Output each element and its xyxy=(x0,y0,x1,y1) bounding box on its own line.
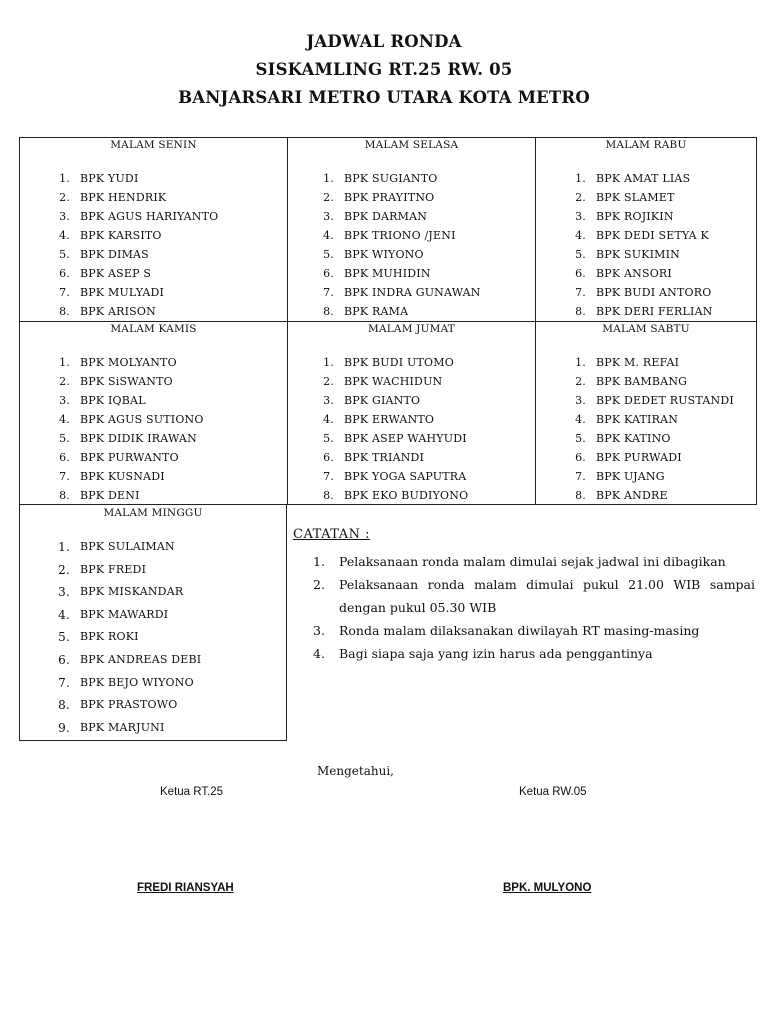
member-name: BPK ASEP S xyxy=(80,267,152,280)
item-number: 6. xyxy=(59,267,70,280)
cell-jumat xyxy=(288,322,535,505)
item-number: 5. xyxy=(323,432,334,445)
note-text: Bagi siapa saja yang izin harus ada penggantinya xyxy=(339,646,653,661)
cell-minggu xyxy=(19,505,287,741)
member-name: BPK EKO BUDIYONO xyxy=(344,489,469,502)
member-name: BPK UJANG xyxy=(596,470,665,483)
note-text: Pelaksanaan ronda malam dimulai pukul 21.00 WIB sampai dengan pukul 05.30 WIB xyxy=(339,577,755,615)
member-name: BPK AMAT LIAS xyxy=(596,172,691,185)
item-number: 1. xyxy=(323,356,334,369)
doc-location: BANJARSARI METRO UTARA KOTA METRO xyxy=(178,88,590,107)
item-number: 3. xyxy=(323,394,334,407)
item-number: 3. xyxy=(59,394,70,407)
member-name: BPK TRIONO /JENI xyxy=(344,229,456,242)
member-name: BPK KARSITO xyxy=(80,229,162,242)
note-item xyxy=(293,550,755,573)
cell-rabu xyxy=(536,138,756,321)
member-name: BPK INDRA GUNAWAN xyxy=(344,286,481,299)
cell-title: MALAM SELASA xyxy=(364,139,459,151)
member-name: BPK PURWANTO xyxy=(80,451,179,464)
item-number: 2. xyxy=(323,191,334,204)
doc-subtitle: SISKAMLING RT.25 RW. 05 xyxy=(255,60,513,79)
cell-selasa xyxy=(288,138,535,321)
member-name: BPK DEDET RUSTANDI xyxy=(596,394,734,407)
member-name: BPK SULAIMAN xyxy=(80,540,175,553)
item-number: 8. xyxy=(58,698,70,713)
note-number: 1. xyxy=(313,554,325,569)
item-number: 7. xyxy=(323,286,334,299)
item-number: 2. xyxy=(59,191,70,204)
notes-list xyxy=(293,550,755,665)
cell-title: MALAM JUMAT xyxy=(368,323,455,335)
member-name: BPK DERI FERLIAN xyxy=(596,305,713,318)
item-number: 5. xyxy=(58,630,70,645)
member-name: BPK MULYADI xyxy=(80,286,165,299)
member-name: BPK ANDREAS DEBI xyxy=(80,652,202,666)
member-name: BPK ROKI xyxy=(80,630,139,644)
item-number: 6. xyxy=(59,451,70,464)
rt-chair-name: FREDI RIANSYAH xyxy=(137,882,234,894)
member-name: BPK BEJO WIYONO xyxy=(80,675,194,689)
item-number: 7. xyxy=(575,286,586,299)
item-number: 6. xyxy=(58,652,70,667)
member-name: BPK BUDI UTOMO xyxy=(344,356,454,369)
rt-chair-title: Ketua RT.25 xyxy=(160,786,224,798)
member-name: BPK YUDI xyxy=(80,172,139,185)
item-number: 1. xyxy=(59,172,70,185)
member-name: BPK PRAYITNO xyxy=(344,191,435,204)
member-name: BPK DIMAS xyxy=(80,248,149,261)
note-item xyxy=(293,573,755,619)
member-name: BPK IQBAL xyxy=(80,394,146,407)
member-name: BPK AGUS HARIYANTO xyxy=(80,210,219,223)
item-number: 2. xyxy=(575,191,586,204)
item-number: 1. xyxy=(59,356,70,369)
member-name: BPK ANDRE xyxy=(596,489,668,502)
item-number: 2. xyxy=(58,562,70,577)
member-name: BPK YOGA SAPUTRA xyxy=(344,470,467,483)
item-number: 7. xyxy=(59,470,70,483)
rw-chair-name: BPK. MULYONO xyxy=(503,882,592,894)
item-number: 4. xyxy=(58,607,70,622)
notes-title: CATATAN : xyxy=(293,527,370,542)
note-number: 4. xyxy=(313,646,325,661)
cell-senin xyxy=(20,138,287,321)
item-number: 6. xyxy=(323,451,334,464)
member-name: BPK BAMBANG xyxy=(596,375,688,388)
member-name: BPK HENDRIK xyxy=(80,191,167,204)
cell-title: MALAM KAMIS xyxy=(110,323,197,335)
item-number: 2. xyxy=(575,375,586,388)
cell-sabtu xyxy=(536,322,756,505)
member-name: BPK MAWARDI xyxy=(80,607,169,621)
item-number: 4. xyxy=(575,229,586,242)
item-number: 4. xyxy=(323,413,334,426)
member-name: BPK MARJUNI xyxy=(80,720,165,734)
item-number: 6. xyxy=(323,267,334,280)
item-number: 8. xyxy=(323,305,334,318)
member-name: BPK ANSORI xyxy=(596,267,672,280)
schedule-grid xyxy=(19,137,757,505)
item-number: 5. xyxy=(59,432,70,445)
item-number: 3. xyxy=(59,210,70,223)
acknowledged-label: Mengetahui, xyxy=(317,764,394,778)
member-name: BPK SLAMET xyxy=(596,191,675,204)
item-number: 4. xyxy=(59,413,70,426)
item-number: 8. xyxy=(575,489,586,502)
member-name: BPK KATINO xyxy=(596,432,671,445)
member-name: BPK ROJIKIN xyxy=(596,210,674,223)
item-number: 3. xyxy=(58,585,70,600)
cell-title: MALAM MINGGU xyxy=(103,507,203,519)
item-number: 4. xyxy=(59,229,70,242)
member-name: BPK ASEP WAHYUDI xyxy=(344,432,467,445)
item-number: 2. xyxy=(59,375,70,388)
item-number: 1. xyxy=(323,172,334,185)
item-number: 8. xyxy=(323,489,334,502)
item-number: 7. xyxy=(58,675,70,690)
member-name: BPK DARMAN xyxy=(344,210,428,223)
item-number: 5. xyxy=(323,248,334,261)
item-number: 8. xyxy=(59,305,70,318)
member-name: BPK WIYONO xyxy=(344,248,424,261)
item-number: 7. xyxy=(323,470,334,483)
member-name: BPK DIDIK IRAWAN xyxy=(80,432,197,445)
item-number: 2. xyxy=(323,375,334,388)
member-name: BPK MISKANDAR xyxy=(80,585,184,599)
notes-section xyxy=(293,527,755,665)
note-text: Pelaksanaan ronda malam dimulai sejak jadwal ini dibagikan xyxy=(339,554,726,569)
member-name: BPK AGUS SUTIONO xyxy=(80,413,204,426)
cell-title: MALAM RABU xyxy=(605,139,687,151)
item-number: 5. xyxy=(575,432,586,445)
item-number: 6. xyxy=(575,451,586,464)
item-number: 6. xyxy=(575,267,586,280)
member-name: BPK DEDI SETYA K xyxy=(596,229,709,242)
member-name: BPK SUKIMIN xyxy=(596,248,681,261)
item-number: 3. xyxy=(575,394,586,407)
rw-chair-title: Ketua RW.05 xyxy=(519,786,587,798)
item-number: 4. xyxy=(323,229,334,242)
member-name: BPK MOLYANTO xyxy=(80,356,177,369)
cell-kamis xyxy=(20,322,287,505)
item-number: 8. xyxy=(575,305,586,318)
item-number: 1. xyxy=(575,172,586,185)
member-name: BPK GIANTO xyxy=(344,394,421,407)
item-number: 1. xyxy=(575,356,586,369)
note-number: 2. xyxy=(313,577,325,592)
note-item xyxy=(293,642,755,665)
member-name: BPK BUDI ANTORO xyxy=(596,286,712,299)
cell-title: MALAM SABTU xyxy=(602,323,690,335)
item-number: 3. xyxy=(323,210,334,223)
item-number: 8. xyxy=(59,489,70,502)
item-number: 1. xyxy=(58,540,70,554)
item-number: 4. xyxy=(575,413,586,426)
member-name: BPK DENI xyxy=(80,489,140,502)
member-name: BPK SUGIANTO xyxy=(344,172,438,185)
item-number: 3. xyxy=(575,210,586,223)
cell-title: MALAM SENIN xyxy=(110,139,197,151)
member-name: BPK ARISON xyxy=(80,305,156,318)
member-name: BPK MUHIDIN xyxy=(344,267,431,280)
member-name: BPK KATIRAN xyxy=(596,413,679,426)
doc-title: JADWAL RONDA xyxy=(306,32,462,51)
note-item xyxy=(293,619,755,642)
member-name: BPK FREDI xyxy=(80,562,147,576)
member-name: BPK SiSWANTO xyxy=(80,375,173,388)
item-number: 9. xyxy=(58,720,70,735)
member-name: BPK PURWADI xyxy=(596,451,682,464)
member-name: BPK RAMA xyxy=(344,305,409,318)
member-name: BPK M. REFAI xyxy=(596,356,680,369)
member-name: BPK TRIANDI xyxy=(344,451,425,464)
member-name: BPK ERWANTO xyxy=(344,413,435,426)
note-number: 3. xyxy=(313,623,325,638)
item-number: 5. xyxy=(59,248,70,261)
member-name: BPK WACHIDUN xyxy=(344,375,443,388)
member-name: BPK KUSNADI xyxy=(80,470,165,483)
member-name: BPK PRASTOWO xyxy=(80,698,178,712)
item-number: 5. xyxy=(575,248,586,261)
note-text: Ronda malam dilaksanakan diwilayah RT masing-masing xyxy=(339,623,700,638)
item-number: 7. xyxy=(59,286,70,299)
item-number: 7. xyxy=(575,470,586,483)
